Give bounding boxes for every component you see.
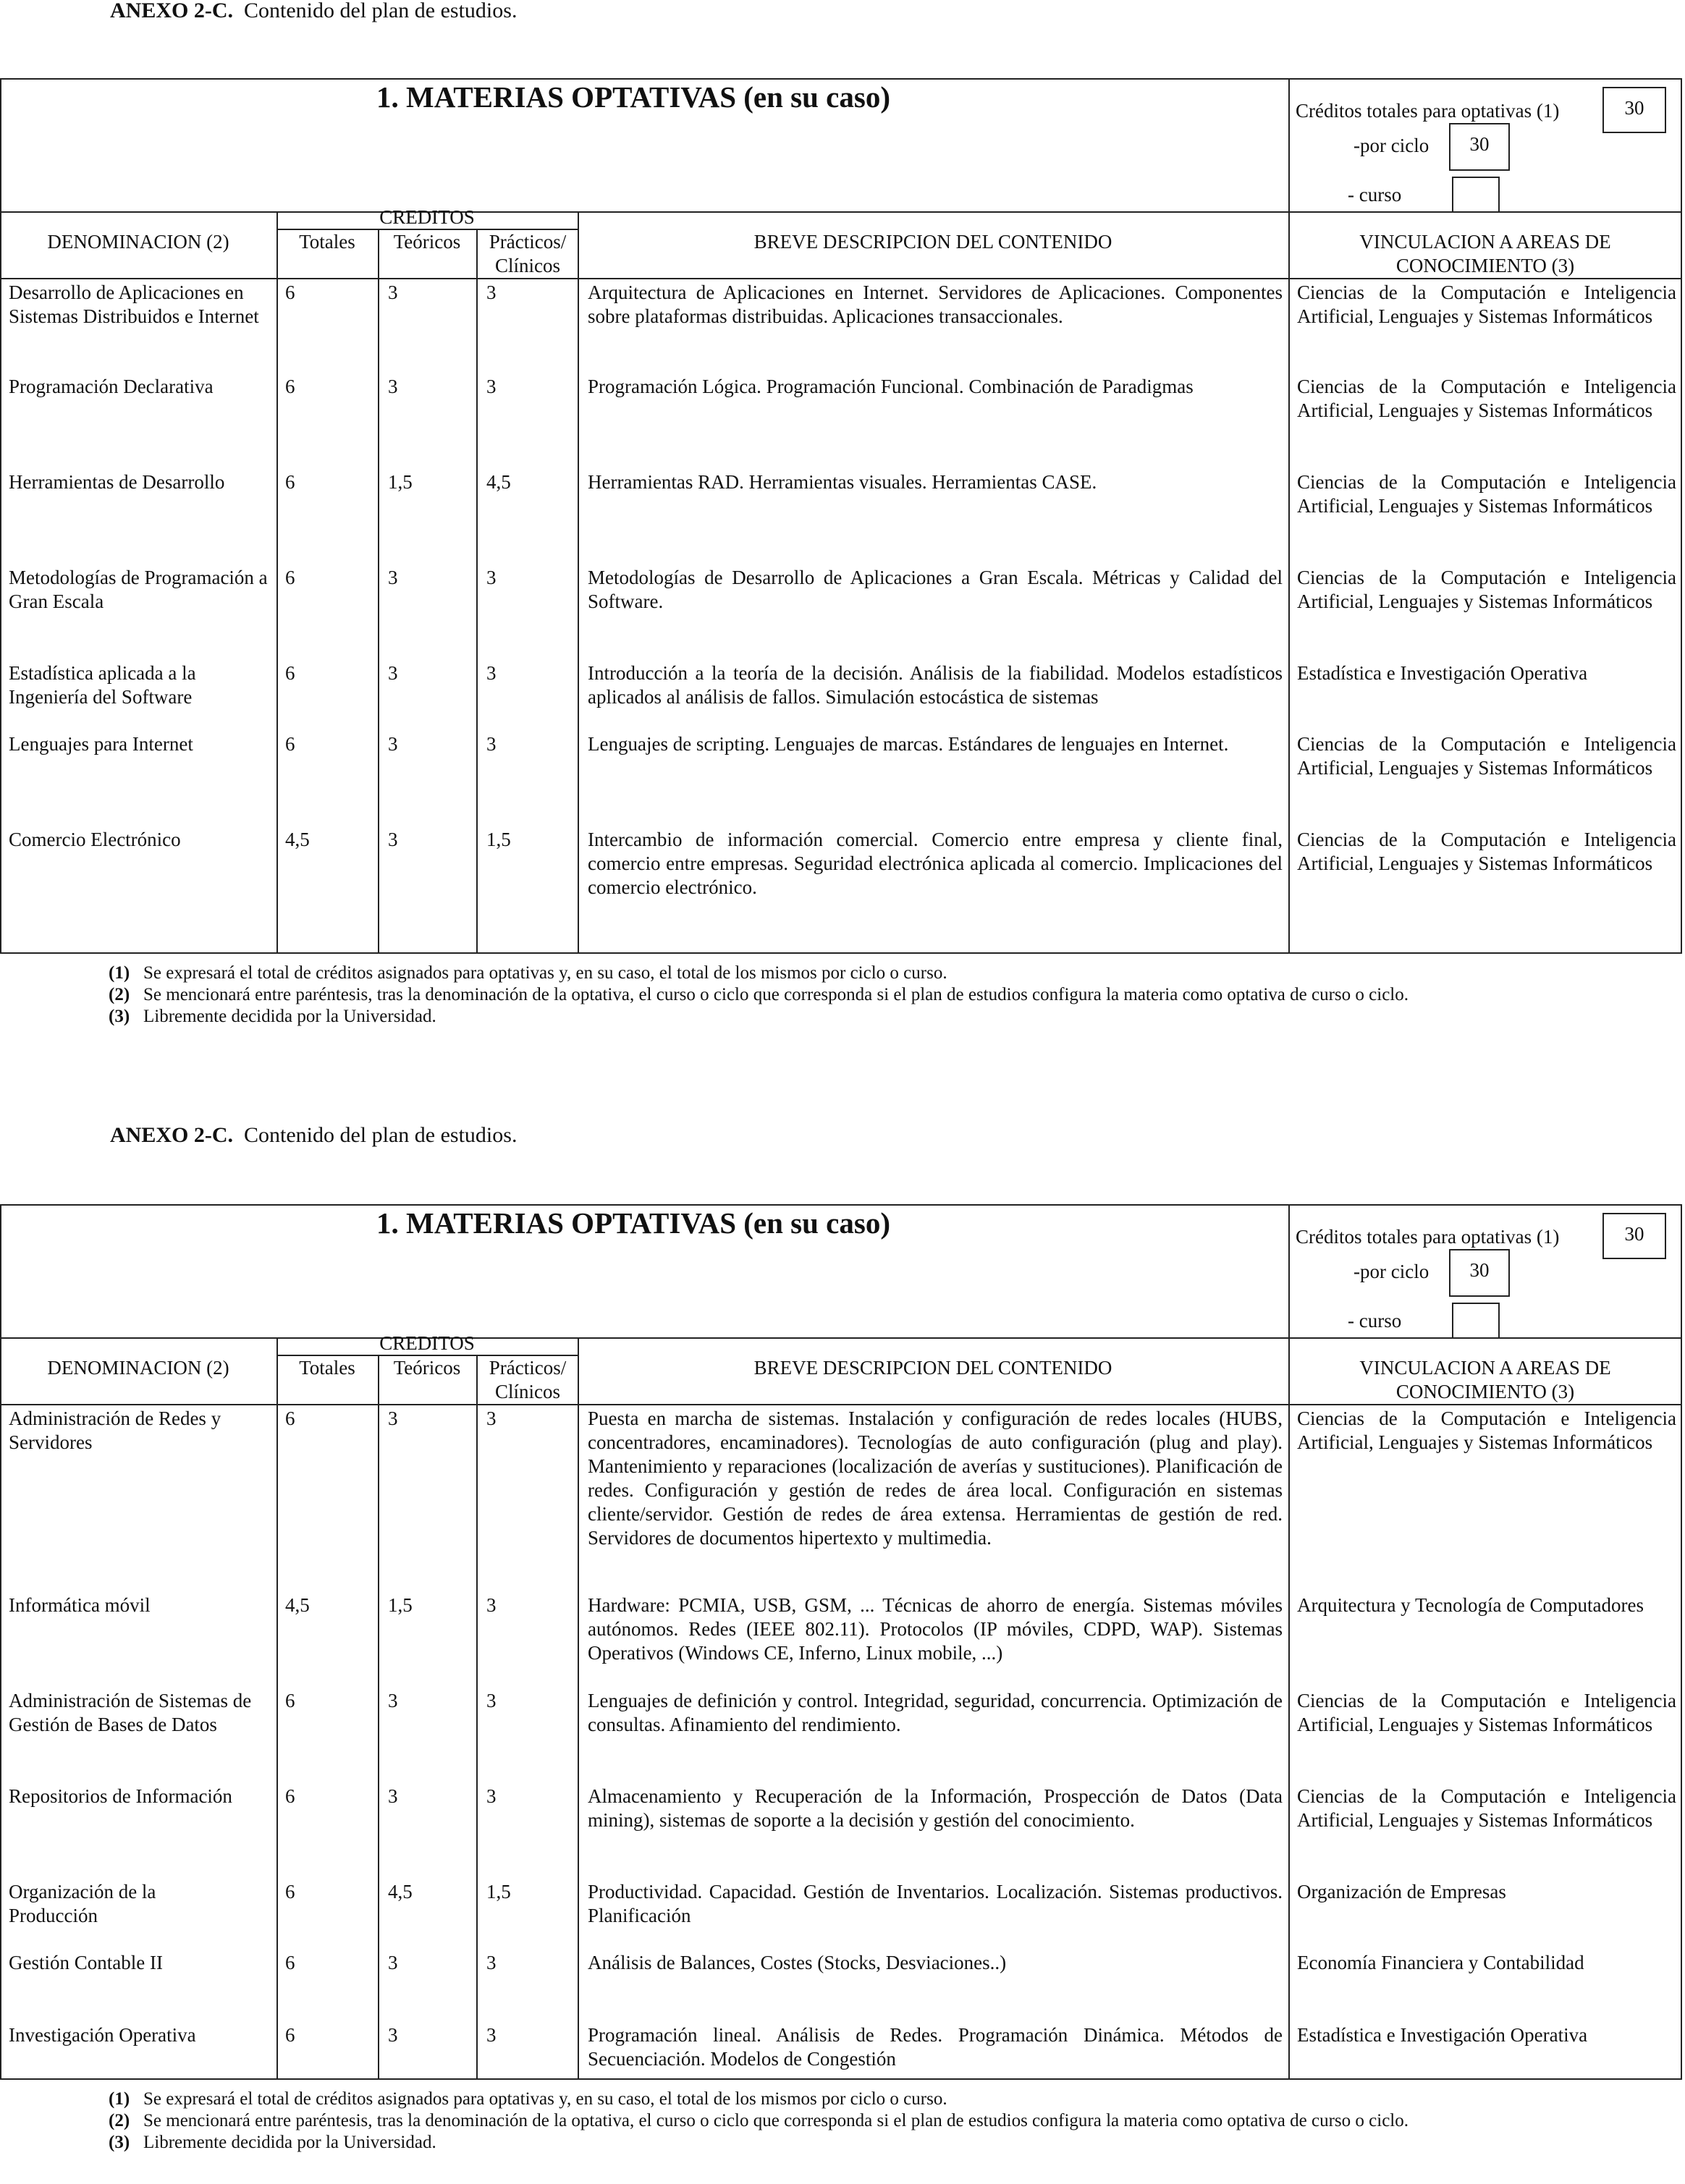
credits-teoricos: 3 xyxy=(388,1690,398,1711)
header-teoricos: Teóricos xyxy=(393,231,461,253)
knowledge-area: Estadística e Investigación Operativa xyxy=(1297,662,1588,684)
credits-practicos: 3 xyxy=(486,1785,497,1807)
subject-name: Programación Declarativa xyxy=(9,376,214,397)
knowledge-area: Estadística e Investigación Operativa xyxy=(1297,2024,1588,2046)
header-practicos: Prácticos/ Clínicos xyxy=(489,231,567,276)
footnote: (2) Se mencionará entre paréntesis, tras la denominación de la optativa, el curso o ciclo que corresponda si el plan de estudios configura la materia como optativa de curso o ciclo. xyxy=(109,2111,1409,2130)
header-vinculacion: VINCULACION A AREAS DE CONOCIMIENTO (3) xyxy=(1359,1357,1611,1402)
credits-teoricos: 3 xyxy=(388,1408,398,1429)
content-description: Programación Lógica. Programación Funcional. Combinación de Paradigmas xyxy=(588,376,1194,397)
subject-name: Comercio Electrónico xyxy=(9,829,181,850)
knowledge-area: Ciencias de la Computación e Inteligencia Artificial, Lenguajes y Sistemas Informáticos xyxy=(1297,829,1676,874)
header-teoricos: Teóricos xyxy=(393,1357,461,1379)
footnote: (2) Se mencionará entre paréntesis, tras la denominación de la optativa, el curso o ciclo que corresponda si el plan de estudios configura la materia como optativa de curso o ciclo. xyxy=(109,985,1409,1004)
cycle-credits-label: -por ciclo xyxy=(1354,135,1429,156)
content-description: Metodologías de Desarrollo de Aplicaciones a Gran Escala. Métricas y Calidad del Software. xyxy=(588,567,1283,612)
subject-name: Administración de Redes y Servidores xyxy=(9,1408,221,1453)
content-description: Lenguajes de scripting. Lenguajes de marcas. Estándares de lenguajes en Internet. xyxy=(588,733,1229,755)
course-credits-box xyxy=(1452,177,1500,213)
credits-practicos: 3 xyxy=(486,1690,497,1711)
knowledge-area: Economía Financiera y Contabilidad xyxy=(1297,1952,1584,1973)
credits-teoricos: 3 xyxy=(388,1952,398,1973)
subject-name: Herramientas de Desarrollo xyxy=(9,471,225,493)
total-credits-label: Créditos totales para optativas (1) xyxy=(1296,1226,1560,1248)
credits-totales: 6 xyxy=(285,1785,295,1807)
subject-name: Repositorios de Información xyxy=(9,1785,232,1807)
annex-heading: ANEXO 2-C. Contenido del plan de estudios. xyxy=(110,0,518,22)
credits-totales: 6 xyxy=(285,1952,295,1973)
content-description: Programación lineal. Análisis de Redes. Programación Dinámica. Métodos de Secuenciación. Modelos de Congestión xyxy=(588,2024,1283,2070)
subject-name: Administración de Sistemas de Gestión de Bases de Datos xyxy=(9,1690,252,1735)
content-description: Lenguajes de definición y control. Integridad, seguridad, concurrencia. Optimización de consultas. Afinamiento del rendimiento. xyxy=(588,1690,1283,1735)
credits-totales: 4,5 xyxy=(285,829,310,850)
header-denominacion: DENOMINACION (2) xyxy=(47,1357,229,1379)
annex-heading: ANEXO 2-C. Contenido del plan de estudios. xyxy=(110,1123,518,1147)
header-totales: Totales xyxy=(299,231,355,253)
footnote: (1) Se expresará el total de créditos asignados para optativas y, en su caso, el total de los mismos por ciclo o curso. xyxy=(109,963,947,983)
content-description: Intercambio de información comercial. Comercio entre empresa y cliente final, comercio entre empresas. Seguridad electrónica aplicada al comercio. Implicaciones del comercio electrónico. xyxy=(588,829,1283,898)
header-creditos: CREDITOS xyxy=(379,206,475,228)
knowledge-area: Ciencias de la Computación e Inteligencia Artificial, Lenguajes y Sistemas Informáticos xyxy=(1297,282,1676,327)
footnotes xyxy=(109,962,1614,1028)
credits-totales: 6 xyxy=(285,1881,295,1902)
credits-teoricos: 3 xyxy=(388,2024,398,2046)
knowledge-area: Organización de Empresas xyxy=(1297,1881,1506,1902)
credits-practicos: 3 xyxy=(486,662,497,684)
header-descripcion: BREVE DESCRIPCION DEL CONTENIDO xyxy=(753,231,1112,253)
header-denominacion: DENOMINACION (2) xyxy=(47,231,229,253)
header-totales: Totales xyxy=(299,1357,355,1379)
cycle-credits-label: -por ciclo xyxy=(1354,1261,1429,1282)
credits-totales: 6 xyxy=(285,567,295,588)
footnote: (3) Libremente decidida por la Universidad. xyxy=(109,2133,436,2152)
total-credits-box: 30 xyxy=(1602,87,1666,133)
cycle-credits-box: 30 xyxy=(1449,123,1510,171)
knowledge-area: Ciencias de la Computación e Inteligencia Artificial, Lenguajes y Sistemas Informáticos xyxy=(1297,567,1676,612)
subject-name: Organización de la Producción xyxy=(9,1881,156,1926)
total-credits-label: Créditos totales para optativas (1) xyxy=(1296,100,1560,122)
header-vinculacion: VINCULACION A AREAS DE CONOCIMIENTO (3) xyxy=(1359,231,1611,276)
credits-totales: 6 xyxy=(285,733,295,755)
knowledge-area: Ciencias de la Computación e Inteligencia Artificial, Lenguajes y Sistemas Informáticos xyxy=(1297,376,1676,421)
header-descripcion: BREVE DESCRIPCION DEL CONTENIDO xyxy=(753,1357,1112,1379)
credits-practicos: 3 xyxy=(486,282,497,303)
credits-teoricos: 1,5 xyxy=(388,1594,413,1616)
subject-name: Gestión Contable II xyxy=(9,1952,163,1973)
credits-teoricos: 3 xyxy=(388,662,398,684)
total-credits-box: 30 xyxy=(1602,1213,1666,1259)
subject-name: Informática móvil xyxy=(9,1594,151,1616)
credits-totales: 4,5 xyxy=(285,1594,310,1616)
content-description: Análisis de Balances, Costes (Stocks, Desviaciones..) xyxy=(588,1952,1007,1973)
footnote: (1) Se expresará el total de créditos asignados para optativas y, en su caso, el total de los mismos por ciclo o curso. xyxy=(109,2089,947,2109)
credits-practicos: 3 xyxy=(486,733,497,755)
credits-totales: 6 xyxy=(285,2024,295,2046)
credits-teoricos: 3 xyxy=(388,829,398,850)
credits-teoricos: 3 xyxy=(388,733,398,755)
credits-practicos: 3 xyxy=(486,376,497,397)
header-creditos: CREDITOS xyxy=(379,1332,475,1354)
credits-totales: 6 xyxy=(285,471,295,493)
course-credits-label: - curso xyxy=(1348,184,1402,206)
credits-teoricos: 3 xyxy=(388,282,398,303)
subject-name: Investigación Operativa xyxy=(9,2024,196,2046)
section-title: 1. MATERIAS OPTATIVAS (en su caso) xyxy=(376,80,890,114)
subject-name: Estadística aplicada a la Ingeniería del Software xyxy=(9,662,196,708)
credits-teoricos: 3 xyxy=(388,376,398,397)
credits-practicos: 3 xyxy=(486,2024,497,2046)
knowledge-area: Ciencias de la Computación e Inteligencia Artificial, Lenguajes y Sistemas Informáticos xyxy=(1297,1690,1676,1735)
credits-totales: 6 xyxy=(285,662,295,684)
content-description: Introducción a la teoría de la decisión. Análisis de la fiabilidad. Modelos estadísticos aplicados al análisis de fallos. Simulación estocástica de sistemas xyxy=(588,662,1283,708)
credits-teoricos: 1,5 xyxy=(388,471,413,493)
credits-teoricos: 4,5 xyxy=(388,1881,413,1902)
knowledge-area: Ciencias de la Computación e Inteligencia Artificial, Lenguajes y Sistemas Informáticos xyxy=(1297,1785,1676,1831)
credits-teoricos: 3 xyxy=(388,567,398,588)
credits-practicos: 1,5 xyxy=(486,1881,511,1902)
knowledge-area: Ciencias de la Computación e Inteligencia Artificial, Lenguajes y Sistemas Informáticos xyxy=(1297,1408,1676,1453)
knowledge-area: Arquitectura y Tecnología de Computadores xyxy=(1297,1594,1644,1616)
content-description: Almacenamiento y Recuperación de la Información, Prospección de Datos (Data mining), sistemas de soporte a la decisión y gestión del conocimiento. xyxy=(588,1785,1283,1831)
footnote: (3) Libremente decidida por la Universidad. xyxy=(109,1007,436,1026)
subject-name: Lenguajes para Internet xyxy=(9,733,193,755)
content-description: Arquitectura de Aplicaciones en Internet. Servidores de Aplicaciones. Componentes sobre plataformas distribuidas. Aplicaciones transaccionales. xyxy=(588,282,1283,327)
credits-totales: 6 xyxy=(285,282,295,303)
course-credits-box xyxy=(1452,1303,1500,1339)
cycle-credits-box: 30 xyxy=(1449,1249,1510,1297)
section-title: 1. MATERIAS OPTATIVAS (en su caso) xyxy=(376,1206,890,1240)
content-description: Hardware: PCMIA, USB, GSM, ... Técnicas de ahorro de energía. Sistemas móviles autónomos. Redes (IEEE 802.11). Protocolos (IP móviles, CDPD, WAP). Sistemas Operativos (Windows CE, Inferno, Linux mobile, ...) xyxy=(588,1594,1283,1664)
credits-practicos: 4,5 xyxy=(486,471,511,493)
content-description: Productividad. Capacidad. Gestión de Inventarios. Localización. Sistemas productivos. Planificación xyxy=(588,1881,1283,1926)
header-practicos: Prácticos/ Clínicos xyxy=(489,1357,567,1402)
footnotes xyxy=(109,2088,1614,2154)
knowledge-area: Ciencias de la Computación e Inteligencia Artificial, Lenguajes y Sistemas Informáticos xyxy=(1297,733,1676,779)
content-description: Herramientas RAD. Herramientas visuales. Herramientas CASE. xyxy=(588,471,1097,493)
content-description: Puesta en marcha de sistemas. Instalación y configuración de redes locales (HUBS, concentradores, encaminadores). Tecnologías de auto configuración (plug and play). Mantenimiento y reparaciones (localización de averías y sustituciones). Planificación de redes. Configuración y gestión de redes de área local. Configuración en sistemas cliente/servidor. Gestión de redes de área extensa. Herramientas de gestión de red. Servidores de documentos hipertexto y multimedia. xyxy=(588,1408,1283,1549)
credits-totales: 6 xyxy=(285,376,295,397)
credits-practicos: 3 xyxy=(486,1594,497,1616)
credits-practicos: 1,5 xyxy=(486,829,511,850)
credits-totales: 6 xyxy=(285,1408,295,1429)
knowledge-area: Ciencias de la Computación e Inteligencia Artificial, Lenguajes y Sistemas Informáticos xyxy=(1297,471,1676,517)
course-credits-label: - curso xyxy=(1348,1310,1402,1332)
credits-totales: 6 xyxy=(285,1690,295,1711)
credits-practicos: 3 xyxy=(486,1408,497,1429)
credits-teoricos: 3 xyxy=(388,1785,398,1807)
subject-name: Metodologías de Programación a Gran Escala xyxy=(9,567,268,612)
subject-name: Desarrollo de Aplicaciones en Sistemas Distribuidos e Internet xyxy=(9,282,259,327)
credits-practicos: 3 xyxy=(486,1952,497,1973)
credits-practicos: 3 xyxy=(486,567,497,588)
